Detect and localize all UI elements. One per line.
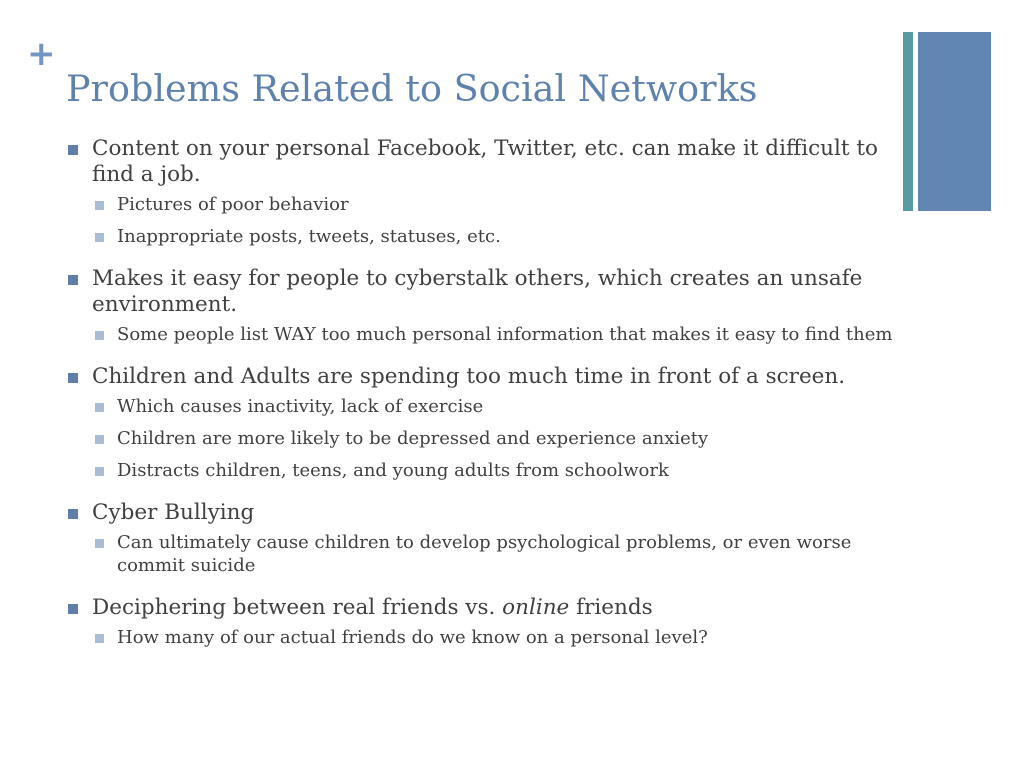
square-bullet-icon [95,634,104,643]
slide-title: Problems Related to Social Networks [66,67,758,110]
square-bullet-icon [95,403,104,412]
square-bullet-icon [95,467,104,476]
sub-bullet-text: Distracts children, teens, and young adults from schoolwork [93,459,898,482]
square-bullet-icon [95,435,104,444]
sub-bullet-text: How many of our actual friends do we know on a personal level? [93,626,898,649]
sub-bullet-text: Pictures of poor behavior [93,193,898,216]
square-bullet-icon [95,331,104,340]
square-bullet-icon [95,539,104,548]
sub-bullet-text: Inappropriate posts, tweets, statuses, etc. [93,225,898,248]
bullet-text: Content on your personal Facebook, Twitter, etc. can make it difficult to find a job. [68,136,898,188]
sub-bullet-text: Some people list WAY too much personal information that makes it easy to find them [93,323,898,346]
sub-bullet-text: Which causes inactivity, lack of exercise [93,395,898,418]
accent-bar-teal [903,32,913,211]
square-bullet-icon [68,604,78,614]
square-bullet-icon [68,373,78,383]
plus-icon: + [27,34,56,74]
bullet-text: Children and Adults are spending too much time in front of a screen. [68,364,898,390]
bullet-text: Cyber Bullying [68,500,898,526]
list-item [68,500,898,577]
accent-bar-blue [918,32,991,211]
bullet-list [68,136,898,649]
list-item [68,136,898,248]
square-bullet-icon [95,201,104,210]
square-bullet-icon [68,275,78,285]
square-bullet-icon [68,509,78,519]
list-item [68,595,898,649]
sub-bullet-text: Children are more likely to be depressed and experience anxiety [93,427,898,450]
list-item [68,364,898,482]
emphasis-online: online [502,595,570,620]
square-bullet-icon [95,233,104,242]
list-item [68,266,898,346]
bullet-text: Makes it easy for people to cyberstalk others, which creates an unsafe environment. [68,266,898,318]
sub-bullet-text: Can ultimately cause children to develop psychological problems, or even worse commit suicide [93,531,898,577]
bullet-text: Deciphering between real friends vs. online friends [68,595,898,621]
square-bullet-icon [68,145,78,155]
